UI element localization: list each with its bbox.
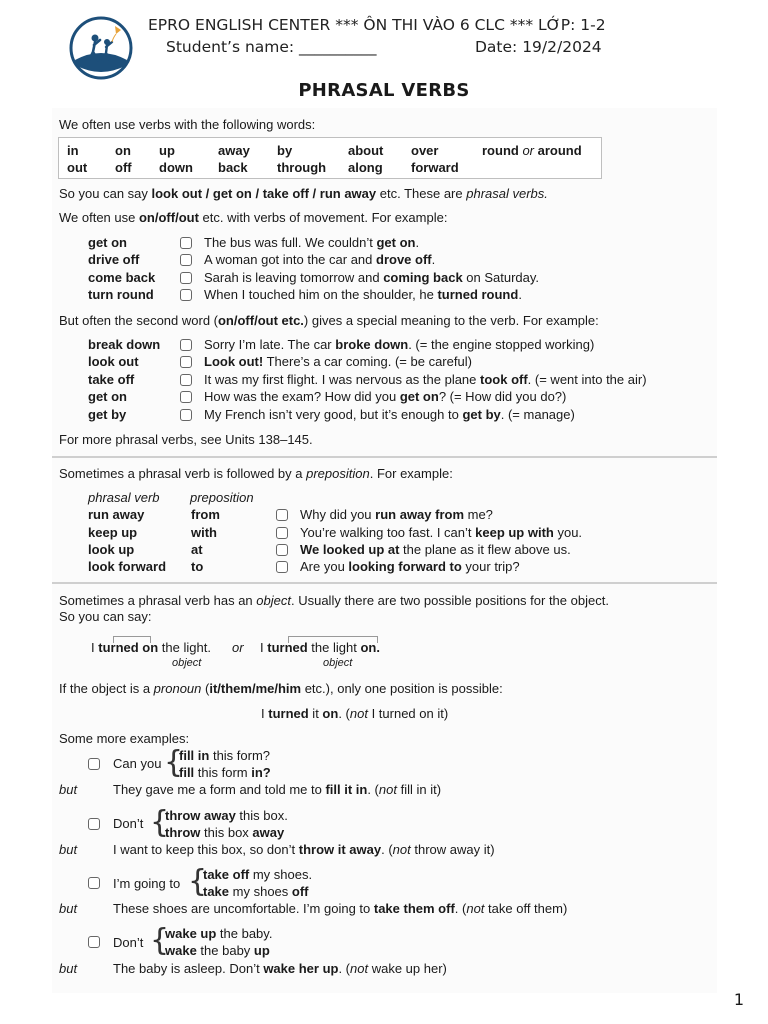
word: over xyxy=(411,143,439,158)
example-lead: Don’t xyxy=(113,935,144,950)
center-logo-icon xyxy=(69,16,133,80)
example-lead: I’m going to xyxy=(113,876,181,891)
special-intro: But often the second word (on/off/out etc.) gives a special meaning to the verb. For example: xyxy=(59,313,599,328)
word: along xyxy=(348,160,383,175)
example-sentence: The baby is asleep. Don’t wake her up. (not wake up her) xyxy=(113,961,447,976)
example-sentence: I want to keep this box, so don’t throw it away. (not throw away it) xyxy=(113,842,495,857)
example-sentence: They gave me a form and told me to fill it in. (not fill in it) xyxy=(113,782,442,797)
brace: { xyxy=(188,864,208,899)
prep-word: with xyxy=(191,525,217,540)
checkbox[interactable] xyxy=(180,356,192,368)
but-label: but xyxy=(59,961,78,976)
checkbox[interactable] xyxy=(276,527,288,539)
prep-verb: look forward xyxy=(88,559,167,574)
checkbox[interactable] xyxy=(88,877,100,889)
example-option: throw this box away xyxy=(165,825,285,840)
checkbox[interactable] xyxy=(88,818,100,830)
so-you-can-say: So you can say: xyxy=(59,609,152,624)
brace: { xyxy=(150,805,170,840)
but-label: but xyxy=(59,901,78,916)
word: off xyxy=(115,160,132,175)
object-example-a: I turned on the light. xyxy=(91,640,211,655)
prep-verb: keep up xyxy=(88,525,138,540)
header-center-line: EPRO ENGLISH CENTER *** ÔN THI VÀO 6 CLC *** LỚP: 1-2 xyxy=(148,16,606,34)
special-verb: break down xyxy=(88,337,161,352)
prep-sentence: We looked up at the plane as it flew above us. xyxy=(300,542,571,557)
movement-sentence: Sarah is leaving tomorrow and coming back on Saturday. xyxy=(204,270,540,285)
prep-sentence: Are you looking forward to your trip? xyxy=(300,559,520,574)
checkbox[interactable] xyxy=(180,289,192,301)
example-option: throw away this box. xyxy=(165,808,288,823)
col-header-preposition: preposition xyxy=(190,490,254,505)
prep-word: from xyxy=(191,507,220,522)
section-divider xyxy=(52,582,717,584)
object-intro: Sometimes a phrasal verb has an object. Usually there are two possible positions for the object. xyxy=(59,593,609,608)
page-number: 1 xyxy=(733,990,744,1009)
movement-verb: drive off xyxy=(88,252,140,267)
checkbox[interactable] xyxy=(180,374,192,386)
special-verb: get by xyxy=(88,407,127,422)
word: up xyxy=(159,143,175,158)
more-examples-heading: Some more examples: xyxy=(59,731,190,746)
example-option: fill in this form? xyxy=(179,748,271,763)
word: in xyxy=(67,143,79,158)
checkbox[interactable] xyxy=(276,544,288,556)
checkbox[interactable] xyxy=(180,339,192,351)
example-sentence: These shoes are uncomfortable. I’m going to take them off. (not take off them) xyxy=(113,901,568,916)
prep-word: at xyxy=(191,542,203,557)
example-option: fill this form in? xyxy=(179,765,271,780)
checkbox[interactable] xyxy=(180,272,192,284)
student-name-label: Student’s name: __________ xyxy=(166,38,377,56)
word: by xyxy=(277,143,293,158)
word: down xyxy=(159,160,193,175)
example-lead: Can you xyxy=(113,756,162,771)
page-title: PHRASAL VERBS xyxy=(298,80,470,101)
checkbox[interactable] xyxy=(180,254,192,266)
prep-word: to xyxy=(191,559,204,574)
word: away xyxy=(218,143,250,158)
word: about xyxy=(348,143,384,158)
pronoun-example: I turned it on. (not I turned on it) xyxy=(261,706,449,721)
prep-sentence: Why did you run away from me? xyxy=(300,507,493,522)
checkbox[interactable] xyxy=(88,758,100,770)
word: through xyxy=(277,160,327,175)
col-header-phrasal-verb: phrasal verb xyxy=(88,490,160,505)
word-round-or-around: round or around xyxy=(482,143,582,158)
checkbox[interactable] xyxy=(276,509,288,521)
movement-sentence: The bus was full. We couldn’t get on. xyxy=(204,235,420,250)
prep-sentence: You’re walking too fast. I can’t keep up with you. xyxy=(300,525,583,540)
checkbox[interactable] xyxy=(276,561,288,573)
brace: { xyxy=(150,923,170,958)
special-verb: look out xyxy=(88,354,139,369)
movement-verb: get on xyxy=(88,235,127,250)
checkbox[interactable] xyxy=(180,391,192,403)
special-sentence: Sorry I’m late. The car broke down. (= the engine stopped working) xyxy=(204,337,595,352)
example-lead: Don’t xyxy=(113,816,144,831)
movement-intro: We often use on/off/out etc. with verbs of movement. For example: xyxy=(59,210,448,225)
example-option: wake the baby up xyxy=(165,943,270,958)
checkbox[interactable] xyxy=(180,237,192,249)
pronoun-intro: If the object is a pronoun (it/them/me/him etc.), only one position is possible: xyxy=(59,681,503,696)
special-sentence: How was the exam? How did you get on? (= How did you do?) xyxy=(204,389,567,404)
special-sentence: Look out! There’s a car coming. (= be careful) xyxy=(204,354,472,369)
movement-verb: turn round xyxy=(88,287,154,302)
date-label: Date: 19/2/2024 xyxy=(475,38,602,56)
special-verb: take off xyxy=(88,372,135,387)
special-sentence: It was my first flight. I was nervous as the plane took off. (= went into the air) xyxy=(204,372,647,387)
section-divider xyxy=(52,456,717,458)
say-line: So you can say look out / get on / take off / run away etc. These are phrasal verbs. xyxy=(59,186,548,201)
movement-verb: come back xyxy=(88,270,156,285)
special-verb: get on xyxy=(88,389,127,404)
more-units-text: For more phrasal verbs, see Units 138–145. xyxy=(59,432,313,447)
prep-verb: run away xyxy=(88,507,145,522)
example-option: wake up the baby. xyxy=(165,926,273,941)
checkbox[interactable] xyxy=(88,936,100,948)
object-label: object xyxy=(323,657,353,669)
but-label: but xyxy=(59,842,78,857)
example-option: take my shoes off xyxy=(203,884,309,899)
prep-verb: look up xyxy=(88,542,135,557)
object-label: object xyxy=(172,657,202,669)
object-example-b: I turned the light on. xyxy=(260,640,380,655)
checkbox[interactable] xyxy=(180,409,192,421)
but-label: but xyxy=(59,782,78,797)
prep-intro: Sometimes a phrasal verb is followed by a preposition. For example: xyxy=(59,466,453,481)
example-option: take off my shoes. xyxy=(203,867,313,882)
word: on xyxy=(115,143,131,158)
object-or: or xyxy=(232,640,244,655)
special-sentence: My French isn’t very good, but it’s enough to get by. (= manage) xyxy=(204,407,575,422)
word: out xyxy=(67,160,88,175)
word: back xyxy=(218,160,248,175)
intro-text: We often use verbs with the following words: xyxy=(59,117,316,132)
movement-sentence: When I touched him on the shoulder, he turned round. xyxy=(204,287,522,302)
brace: { xyxy=(164,745,184,780)
movement-sentence: A woman got into the car and drove off. xyxy=(204,252,436,267)
word: forward xyxy=(411,160,459,175)
